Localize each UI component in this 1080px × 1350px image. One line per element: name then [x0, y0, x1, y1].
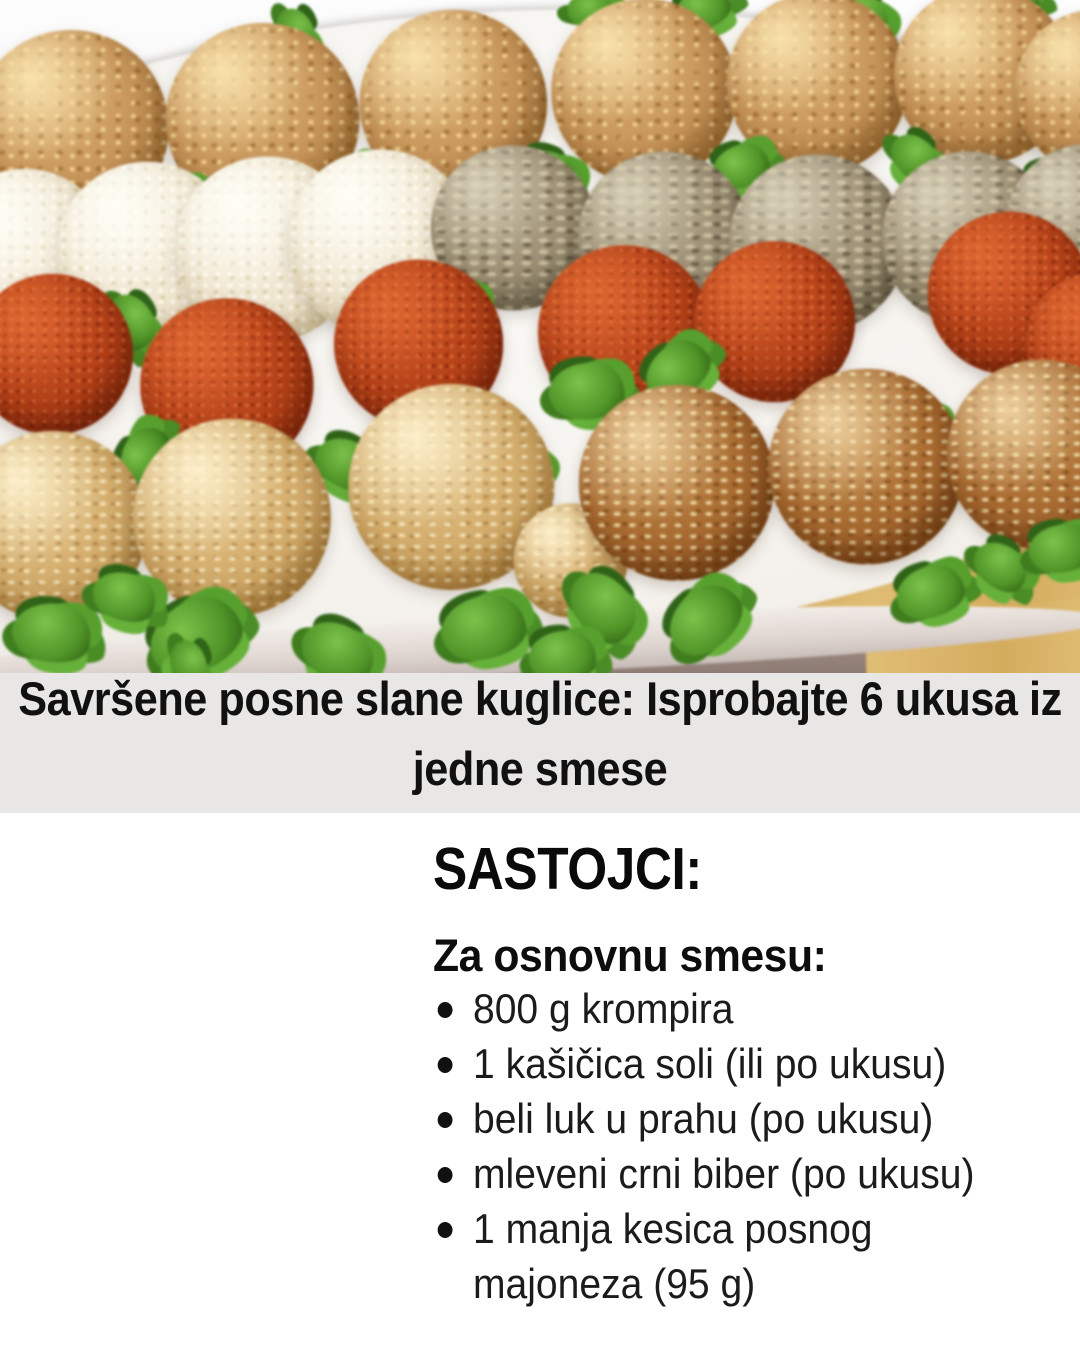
- photo-scene: [0, 0, 1080, 673]
- ingredients-block: [433, 838, 1080, 1311]
- title-bar: [0, 673, 1080, 813]
- ingredients-subheading: Za osnovnu smesu:: [433, 930, 827, 981]
- sesame-red-ball: [579, 385, 775, 581]
- parsley-garnish: [436, 589, 530, 666]
- parsley-garnish: [656, 571, 755, 667]
- ingredient-item: beli luk u prahu (po ukusu): [473, 1091, 1050, 1146]
- sesame-red-ball: [947, 359, 1080, 549]
- ingredients-heading: SASTOJCI:: [433, 836, 702, 902]
- ingredient-item: 800 g krompira: [473, 981, 1050, 1036]
- ingredient-item: mleveni crni biber (po ukusu): [473, 1146, 1050, 1201]
- recipe-title: Savršene posne slane kuglice: Isprobajte 6 ukusa iz jedne smese: [18, 672, 1062, 795]
- ingredient-item: 1 manja kesica posnog majoneza (95 g): [473, 1201, 1050, 1311]
- recipe-photo: [0, 0, 1080, 673]
- photo-layers: [0, 0, 1080, 673]
- ingredient-list: [433, 981, 1050, 1311]
- ingredients-section: [0, 813, 1080, 1350]
- ingredient-item: 1 kašičica soli (ili po ukusu): [473, 1036, 1050, 1091]
- sesame-red-ball: [768, 369, 964, 565]
- sesame-light-ball: [133, 419, 331, 617]
- parsley-garnish: [890, 559, 969, 626]
